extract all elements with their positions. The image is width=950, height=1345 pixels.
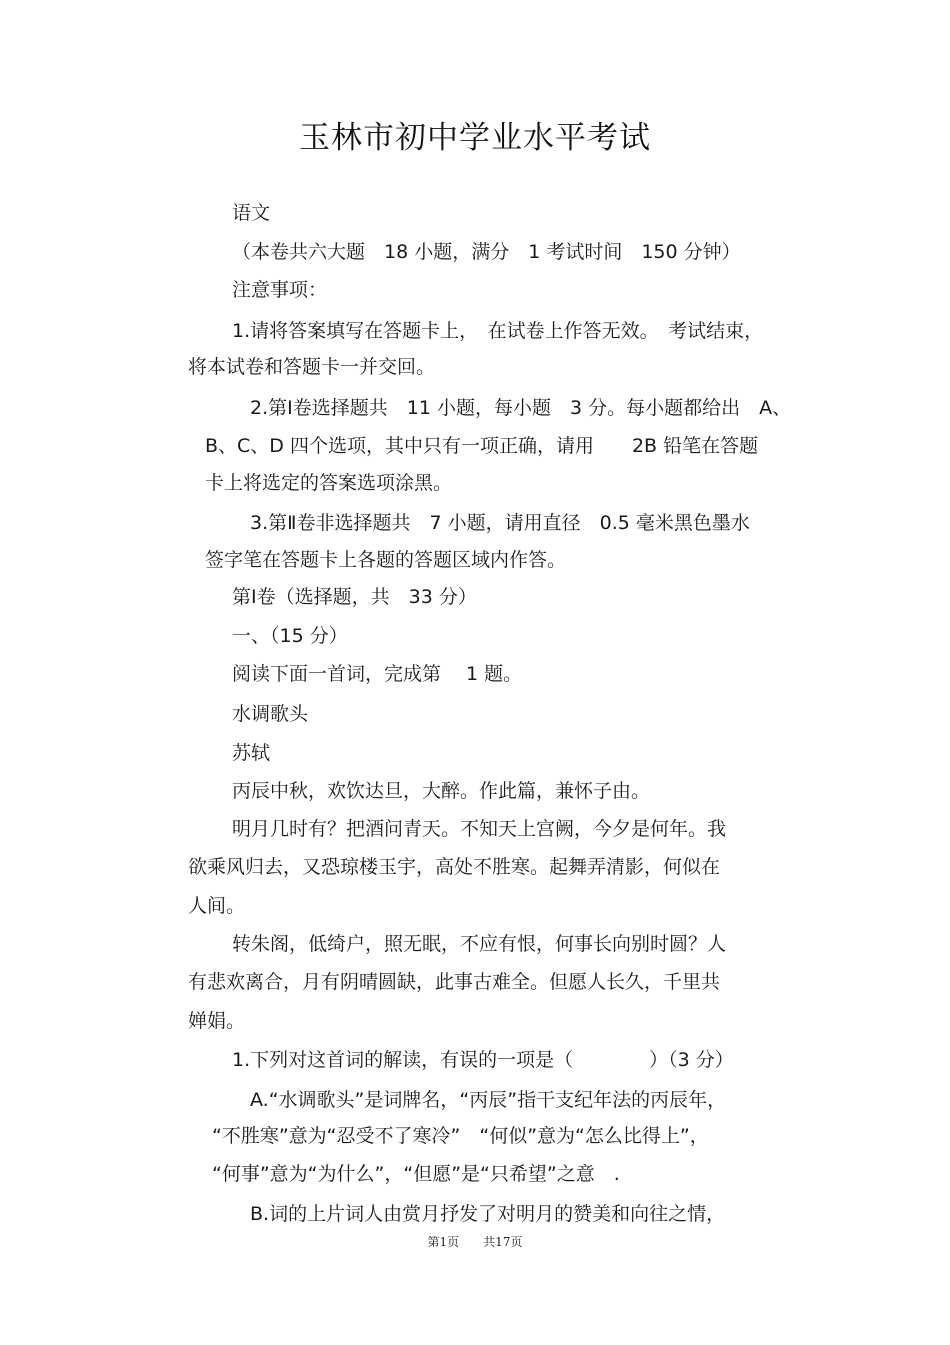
- poem-preface: 丙辰中秋，欢饮达旦，大醉。作此篇，兼怀子由。: [232, 780, 651, 802]
- option-a-cont: “不胜寒”意为“忍受不了寒冷” “何似”意为“怎么比得上”，: [212, 1125, 709, 1147]
- notice-line: 签字笔在答题卡上各题的答题区域内作答。: [205, 549, 567, 571]
- poem-line: 婵娟。: [188, 1010, 246, 1032]
- option-a-cont: “何事”意为“为什么”，“但愿”是“只希望”之意 .: [212, 1163, 620, 1185]
- poem-line: 欲乘风归去，又恐琼楼玉宇，高处不胜寒。起舞弄清影，何似在: [188, 856, 721, 878]
- notice-line: 3.第Ⅱ卷非选择题共 7 小题，请用直径 0.5 毫米黑色墨水: [250, 512, 750, 534]
- poem-line: 明月几时有？把酒问青天。不知天上宫阙，今夕是何年。我: [232, 818, 727, 840]
- option-b: B.词的上片词人由赏月抒发了对明月的赞美和向往之情，: [250, 1203, 726, 1225]
- reading-instruction: 阅读下面一首词，完成第 1 题。: [232, 663, 523, 685]
- exam-info: （本卷共六大题 18 小题，满分 1 考试时间 150 分钟）: [232, 241, 741, 263]
- poem-author: 苏轼: [232, 742, 271, 764]
- poem-line: 转朱阁，低绮户，照无眠，不应有恨，何事长向别时圆？人: [232, 933, 727, 955]
- notice-line: 2.第Ⅰ卷选择题共 11 小题，每小题 3 分。每小题都给出 A、: [250, 397, 792, 419]
- notice-line: 卡上将选定的答案选项涂黑。: [205, 472, 453, 494]
- notice-line: 将本试卷和答题卡一并交回。: [188, 356, 436, 378]
- notice-heading: 注意事项：: [232, 279, 328, 301]
- option-a: A.“水调歌头”是词牌名，“丙辰”指干支纪年法的丙辰年，: [250, 1089, 727, 1111]
- part-heading: 一、（15 分）: [232, 625, 348, 647]
- question-stem: 1.下列对这首词的解读，有误的一项是（ ）（3 分）: [232, 1049, 734, 1071]
- page-footer: 第1页 共17页: [427, 1235, 523, 1249]
- notice-line: B、C、D 四个选项，其中只有一项正确，请用 2B 铅笔在答题: [205, 435, 759, 457]
- poem-line: 有悲欢离合，月有阴晴圆缺，此事古难全。但愿人长久，千里共: [188, 971, 721, 993]
- poem-title: 水调歌头: [232, 703, 309, 725]
- notice-line: 1.请将答案填写在答题卡上， 在试卷上作答无效。 考试结束，: [232, 320, 764, 342]
- poem-line: 人间。: [188, 895, 246, 917]
- exam-title: 玉林市初中学业水平考试: [299, 120, 651, 156]
- section-heading: 第Ⅰ卷（选择题，共 33 分）: [232, 586, 477, 608]
- subject-label: 语文: [232, 202, 271, 224]
